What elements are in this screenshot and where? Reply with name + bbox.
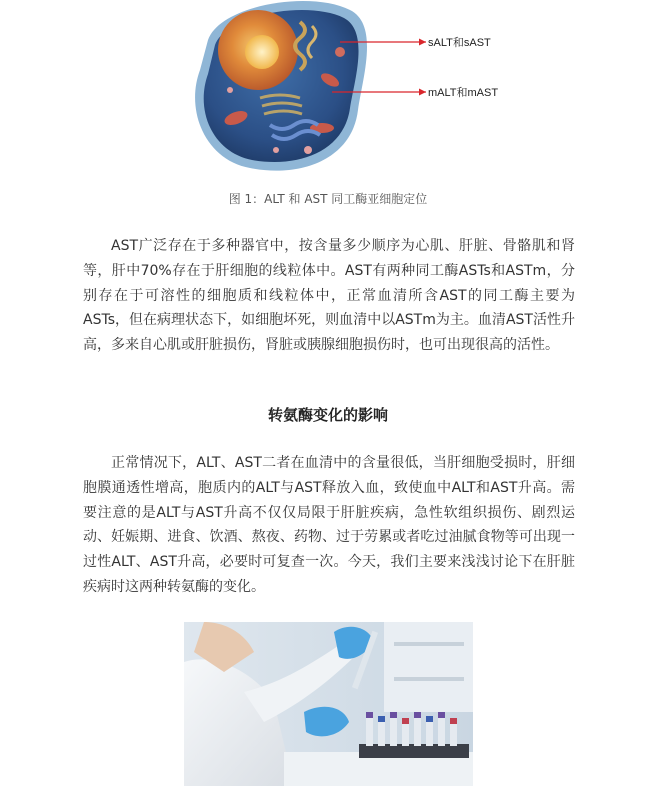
figure-caption: 图 1：ALT 和 AST 同工酶亚细胞定位: [228, 192, 428, 206]
nucleolus: [245, 35, 279, 69]
cell-illustration: [190, 0, 640, 185]
section-heading: 转氨酶变化的影响: [267, 406, 388, 424]
label-soluble: sALT和sAST: [428, 37, 491, 49]
vesicle: [227, 87, 233, 93]
lysosome: [335, 47, 345, 57]
tube-rack: [359, 744, 469, 758]
vesicle: [273, 147, 279, 153]
paragraph-transaminase-change: 正常情况下，ALT、AST二者在血清中的含量很低，当肝细胞受损时，肝细胞膜通透性增高，胞质内的ALT与AST释放入血，致使血中ALT和AST升高。需要注意的是ALT与AST升高不仅仅局限于肝脏疾病，急性软组织损伤、剧烈运动、妊娠期、进食、饮酒、熬夜、药物、过于劳累或者吃过油腻食物等可出现一过性ALT、AST升高，必要时可复查一次。今天，我们主要来浅浅讨论下在肝脏疾病时这两种转氨酶的变化。: [83, 455, 575, 595]
paragraph-ast: AST广泛存在于多种器官中，按含量多少顺序为心肌、肝脏、骨骼肌和肾等，肝中70%存在于肝细胞的线粒体中。AST有两种同工酶ASTs和ASTm，分别存在于可溶性的细胞质和线粒体中，正常血清所含AST的同工酶主要为ASTs，但在病理状态下，如细胞坏死，则血清中以ASTm为主。血清AST活性升高，多来自心肌或肝脏损伤，肾脏或胰腺细胞损伤时，也可出现很高的活性。: [83, 238, 575, 354]
lab-photo: [184, 622, 473, 786]
label-mitochondrial: mALT和mAST: [428, 87, 499, 99]
lab-photo-illustration: [184, 622, 473, 786]
vesicle: [304, 146, 312, 154]
cell-diagram-figure: [190, 0, 640, 185]
